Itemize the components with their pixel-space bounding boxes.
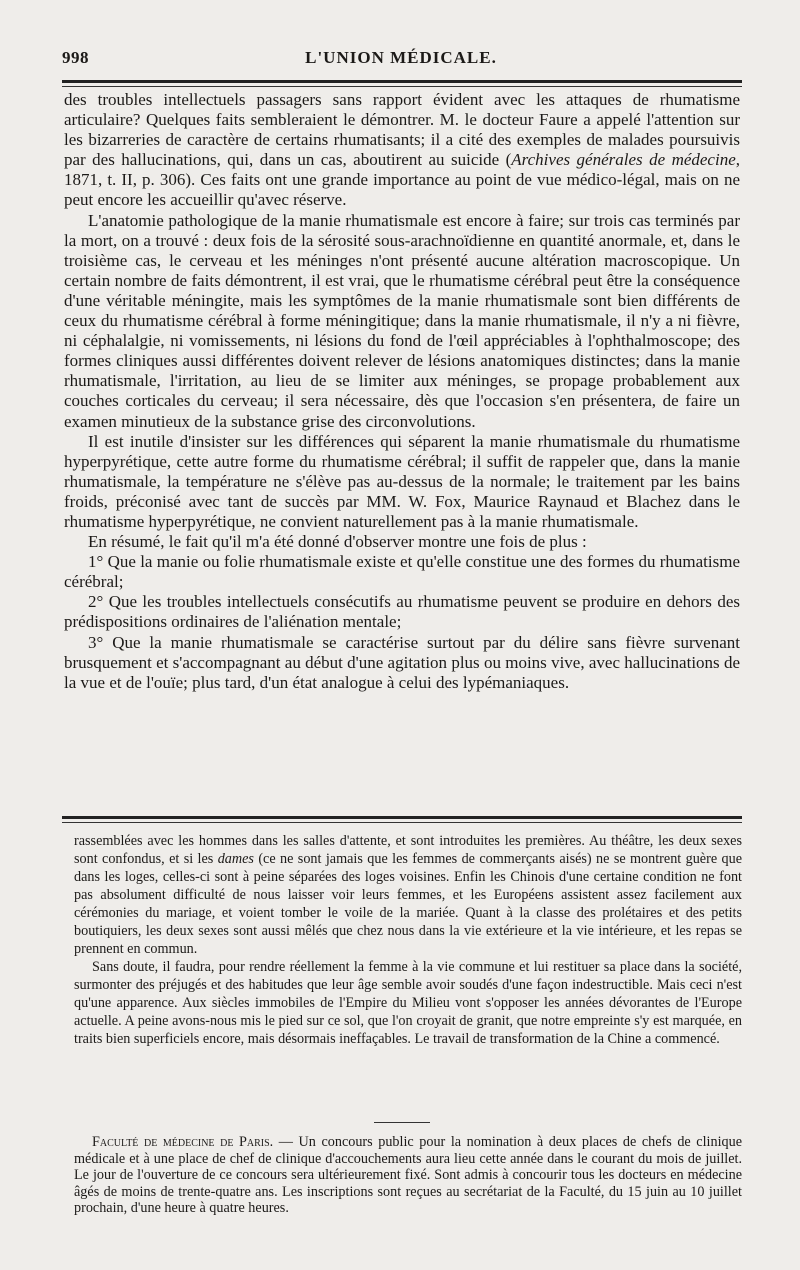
feuilleton-paragraph-1: rassemblées avec les hommes dans les salles d'attente, et sont introduites les premières. Au théâtre, les deux sexes sont confondus, et si les dames (ce ne sont jamais que les femmes de commerçants aisés) ne se montrent guère que dans les loges, celles-ci sont à peine séparées des loges voisines. Enfin les Chinois d'une certaine condition ne font pas absolument difficulté de nous laisser voir leurs femmes, et les Européens assistent assez facilement aux cérémonies du mariage, et voient tomber le voile de la mariée. Quant à la classe des prolétaires et des petits boutiquiers, les deux sexes sont aussi mêlés que chez nous dans la vie extérieure et la vie intérieure, et les repas se prennent en commun. <box>74 833 742 957</box>
section-divider <box>374 1122 430 1123</box>
news-heading: Faculté de médecine de Paris. <box>92 1134 274 1150</box>
feuilleton-rule <box>62 816 742 819</box>
paragraph-differences: Il est inutile d'insister sur les différences qui séparent la manie rhumatismale du rhumatisme hyperpyrétique, cette autre forme du rhumatisme cérébral; il suffit de rappeler que, dans la manie rhumatismale, la température ne s'élève pas au-dessus de la normale; le traitement par les bains froids, préconisé avec tant de succès par MM. W. Fox, Maurice Raynaud et Blachez dans le rhumatisme hyperpyrétique, ne convient naturellement pas à la manie rhumatismale. <box>64 431 740 531</box>
header-rule-thin <box>62 86 742 87</box>
page-header <box>62 48 740 74</box>
feuilleton-rule-thin <box>62 822 742 823</box>
citation: Archives générales de médecine <box>511 150 736 170</box>
header-rule <box>62 80 742 83</box>
feuilleton-section <box>74 832 742 1048</box>
paragraph-continuation: des troubles intellectuels passagers sans rapport évident avec les attaques de rhumatisme articulaire? Quelques faits sembleraient le démontrer. M. le docteur Faure a appelé l'attention sur les bizarreries de caractère de certains rhumatisants; il a cité des exemples de malades poursuivis par des hallucinations, qui, dans un cas, aboutirent au suicide (Archives générales de médecine, 1871, t. II, p. 306). Ces faits ont une grande importance au point de vue médico-légal, mais on ne peut encore les accueillir qu'avec réserve. <box>64 90 740 210</box>
conclusion-item-1: 1° Que la manie ou folie rhumatismale existe et qu'elle constitue une des formes du rhumatisme cérébral; <box>64 552 740 592</box>
feuilleton-paragraph-2: Sans doute, il faudra, pour rendre réellement la femme à la vie commune et lui restituer sa place dans la société, surmonter des préjugés et des habitudes que leur âge semble avoir soudés d'une façon indestructible. Mais ceci n'est qu'une apparence. Aux siècles immobiles de l'Empire du Milieu vont s'opposer les années dévorantes de l'Europe actuelle. A peine avons-nous mis le pied sur ce sol, que l'on croyait de granit, que notre empreinte s'y est marquée, en traits bien superficiels encore, mais désormais ineffaçables. Le travail de transformation de la Chine a commencé. <box>74 959 742 1047</box>
news-item: Faculté de médecine de Paris. — Un concours public pour la nomination à deux places de chefs de clinique médicale et à une place de chef de clinique d'accouchements aura lieu cette année dans le courant du mois de juillet. Le jour de l'ouverture de ce concours sera ultérieurement fixé. Sont admis à concourir tous les docteurs en médecine âgés de moins de trente-quatre ans. Les inscriptions sont reçues au secrétariat de la Faculté, du 15 juin au 10 juillet prochain, d'une heure à quatre heures. <box>74 1134 742 1217</box>
journal-title: L'UNION MÉDICALE. <box>305 48 497 67</box>
article-body <box>64 90 740 693</box>
conclusion-item-3: 3° Que la manie rhumatismale se caractérise surtout par du délire sans fièvre survenant brusquement et s'accompagnant au début d'une agitation plus ou moins vive, avec hallucinations de la vue et de l'ouïe; plus tard, d'un état analogue à celui des lypémaniaques. <box>64 632 740 692</box>
paragraph-anatomy: L'anatomie pathologique de la manie rhumatismale est encore à faire; sur trois cas terminés par la mort, on a trouvé : deux fois de la sérosité sous-arachnoïdienne en quantité anormale, et, dans le troisième cas, le cerveau et les méninges n'ont présenté aucune altération macroscopique. Un certain nombre de faits démontrent, il est vrai, que le rhumatisme cérébral peut être la conséquence d'une véritable méningite, mais les symptômes de la manie rhumatismale sont bien différents de ceux du rhumatisme cérébral à forme méningitique; dans la manie rhumatismale, il n'y a ni fièvre, ni céphalalgie, ni vomissements, ni lésions du fond de l'œil appréciables à l'ophthalmoscope; des formes cliniques aussi différentes doivent relever de lésions anatomiques distinctes; dans la manie rhumatismale, l'irritation, au lieu de se limiter aux méninges, se propage probablement aux couches corticales du cerveau; il sera nécessaire, dès que l'occasion s'en présentera, de faire un examen minutieux de la substance grise des circonvolutions. <box>64 210 740 431</box>
news-section <box>74 1134 742 1217</box>
paragraph-summary: En résumé, le fait qu'il m'a été donné d'observer montre une fois de plus : <box>88 532 587 552</box>
page-number: 998 <box>62 48 89 67</box>
conclusion-item-2: 2° Que les troubles intellectuels consécutifs au rhumatisme peuvent se produire en dehors des prédispositions ordinaires de l'aliénation mentale; <box>64 592 740 632</box>
